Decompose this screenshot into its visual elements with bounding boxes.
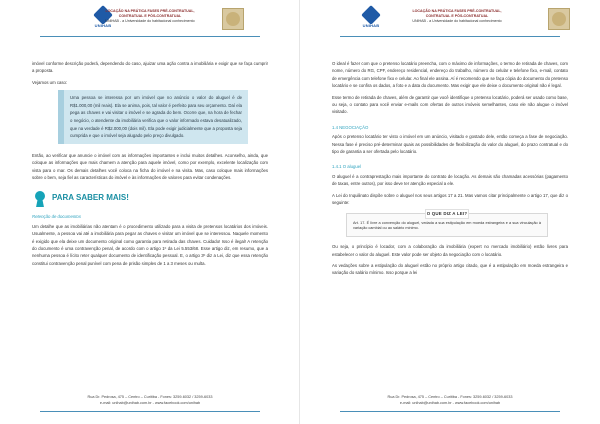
paragraph: O ideal é fazer com que o pretenso locatário preencha, com o máximo de informações, o termo de retirada de chaves, com nome, número do RG, CPF, endereço residencial, endereço do trabalho, número do celular e telefone fixo, e-mail, contato de emergência com telefone fixo e celular. Ao final ele assina. Aí é recomendo que se faça cópia do documento do pretenso locatário e se confira os dados, a foto e a data do documento. Mas exigir que ele deixe o documento original não é legal. <box>332 61 569 89</box>
header-divider <box>40 36 260 37</box>
person-icon <box>32 191 48 207</box>
paragraph: Após o pretenso locatário ter visto o imóvel em um anúncio, visitado e gostado dele, então começa a fase de negociação. Nessa fase é preciso pré-determinar quais as possibilidades de flexibilização do valor do aluguel, do prazo contratual e do tipo de garantia a ser ofertada pelo locatário. <box>332 134 568 155</box>
footer-divider <box>40 411 260 412</box>
unihab-logo: UNIHAB <box>360 8 382 30</box>
header-text: LOCAÇÃO NA PRÁTICA FASES PRÉ-CONTRATUAL, CONTRATUAL E PÓS-CONTRATUAL UNIHAB - a Universidade do habitacional conhecimento <box>105 9 195 23</box>
left-content <box>32 60 268 271</box>
law-quote-box <box>346 210 548 238</box>
paragraph: Então, ao verificar que anuncie o imóvel com as informações importantes e inclui muitos detalhes. Aconselho, ainda, que coloque as informações que mais chamem a atenção para aquele imóvel, como por exemplo, excelente localização com vista para o mar. Os demais detalhes você coloca na ficha do imóvel e na visita. Mas, caso coloque mais informações sobre o bem, seja fiel as características do imóvel e às informações de valores para evitar condenações. <box>32 152 268 180</box>
unihab-logo: UNIHAB <box>92 8 114 30</box>
seal-icon <box>548 8 570 30</box>
subheading: Retenção de documentos <box>32 214 81 220</box>
para-saber-mais-heading: PARA SABER MAIS! <box>32 191 268 209</box>
page-footer: Rua Dr. Pedrosa, 475 – Centro – Curitiba - Fones: 3259-6032 / 3259-6033 e-mail: unihab@unihab.com.br - www.facebook.com/unihab <box>87 395 213 405</box>
right-content <box>332 60 568 281</box>
law-quote-text: Art. 17. É livre a convenção do aluguel, vedada a sua estipulação em moeda estrangeira e a sua vinculação à variação cambial ou ao salário mínimo. <box>353 220 541 231</box>
paragraph: Vejamos um caso: <box>32 79 68 85</box>
example-box: Uma pessoa se interessa por um imóvel que no anúncio o valor do aluguel é de R$1.000,00 (mil reais). Ela se anima, pois, tal valor é perfeito para seu orçamento. Daí ela pega as chaves e vai visitar o imóvel e se agrada do bem. Ocorre que, na hora de fechar o negócio, o atendente da imobiliária verifica que o valor informado estava desatualizado, que na verdade é R$2.000,00 (dois mil). Ela pode exigir judicialmente que a proposta seja cumprida e que o imóvel seja alugado pelo preço divulgado. <box>58 90 248 144</box>
paragraph: O aluguel é a contraprestação mais importante do contrato de locação. As demais são chamadas acessórias (pagamento de taxas, entre outros), por isso deve ter atenção especial a ele. <box>332 173 568 187</box>
seal-icon <box>222 8 244 30</box>
paragraph: imóvel conforme descrição poderá, dependendo do caso, ajuizar uma ação contra a imobiliária e exigir que se faça cumprir a proposta. <box>32 61 268 74</box>
paragraph: As vedações sobre a estipulação do aluguel estão no próprio artigo citado, que é a estipulação em moeda estrangeira e variação do salário mínimo. Isso porque a lei <box>332 262 568 276</box>
section-heading: 1.4.1 O aluguel <box>332 164 362 170</box>
page-header <box>0 6 300 34</box>
law-quote-heading: O QUE DIZ A LEI? <box>425 209 469 219</box>
page-header <box>300 6 600 34</box>
right-page <box>300 0 600 424</box>
header-divider <box>340 36 560 37</box>
footer-divider <box>340 411 560 412</box>
paragraph: Ou seja, o princípio é locador, com a colaboração da imobiliária (expert no mercado imobiliário) estão livres para estabelecer o valor do aluguel. Este valor pode ser objeto da negociação com o locatário. <box>332 244 568 257</box>
paragraph: Esse termo de retirada de chaves, além de garantir que você identifique o pretenso locatário, poderá ser usado como base, ou seja, o contato para você enviar e-mails com ofertas de outros imóveis semelhantes, caso ele não alugue o imóvel visitado. <box>332 94 568 115</box>
paragraph: A Lei do Inquilinato dispõe sobre o aluguel nos seus artigos 17 a 21. Mas vamos citar principalmente o artigo 17, que diz o seguinte: <box>332 192 568 206</box>
page-footer: Rua Dr. Pedrosa, 475 – Centro – Curitiba - Fones: 3259-6032 / 3259-6033 e-mail: unihab@unihab.com.br - www.facebook.com/unihab <box>387 395 513 405</box>
header-text: LOCAÇÃO NA PRÁTICA FASES PRÉ-CONTRATUAL, CONTRATUAL E PÓS-CONTRATUAL UNIHAB - a Universidade do habitacional conhecimento <box>412 9 502 23</box>
section-heading: 1.4 NEGOCIAÇÃO <box>332 124 369 130</box>
paragraph: Um detalhe que as imobiliárias não atentam é o procedimento utilizado para a visita de pretensos locatários dos imóveis. Usualmente, a pessoa vai até a imobiliária para pegar as chaves e visitar um imóvel que se interessou. Naquele momento é exigido que ela deixe um documento original como garantia para retirada das chaves. Cuidado! Isso é ilegal! A retenção do documento é uma contravenção penal, de acordo com o artigo 1º da Lei 5.553/68. Esse artigo diz, em resumo, que a nenhuma pessoa é lícito reter qualquer documento de identificação pessoal. E, o artigo 3º diz a Lei, diz que essa retenção constitui contravenção penal punível com pena de prisão simples de 1 a 3 meses ou multa. <box>32 223 268 266</box>
